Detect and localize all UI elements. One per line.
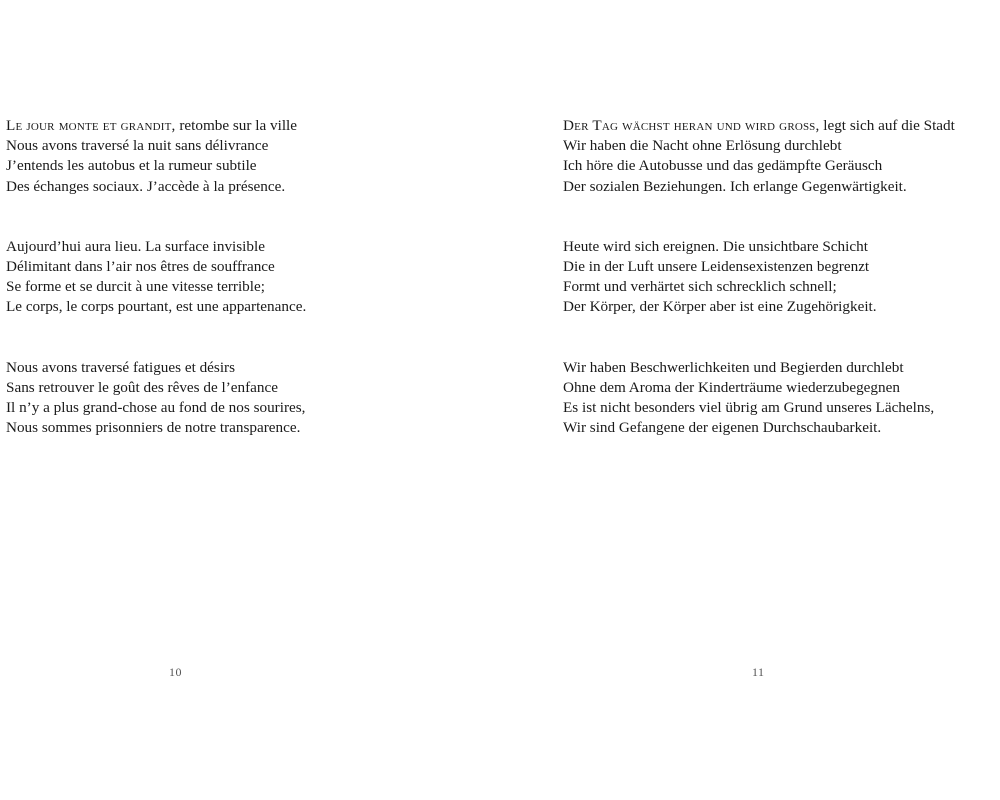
poem-line: Ich höre die Autobusse und das gedämpfte Geräusch bbox=[563, 157, 883, 175]
stanza-2 bbox=[6, 237, 306, 318]
poem-line: Délimitant dans l’air nos êtres de souffrance bbox=[6, 258, 275, 276]
poem-line: Die in der Luft unsere Leidensexistenzen begrenzt bbox=[563, 258, 870, 276]
poem-line: Des échanges sociaux. J’accède à la présence. bbox=[6, 177, 286, 195]
poem-line: Nous sommes prisonniers de notre transparence. bbox=[6, 419, 301, 437]
poem-line: Der sozialen Beziehungen. Ich erlange Gegenwärtigkeit. bbox=[563, 177, 907, 195]
poem-line: Es ist nicht besonders viel übrig am Grund unseres Lächelns, bbox=[563, 399, 935, 417]
right-page bbox=[500, 0, 1000, 800]
poem-line: Ohne dem Aroma der Kinderträume wiederzubegegnen bbox=[563, 378, 900, 396]
poem-line: Der Körper, der Körper aber ist eine Zugehörigkeit. bbox=[563, 298, 877, 316]
poem-german bbox=[563, 116, 955, 478]
poem-line bbox=[6, 116, 306, 136]
poem-line: Heute wird sich ereignen. Die unsichtbare Schicht bbox=[563, 237, 868, 255]
poem-line: Wir sind Gefangene der eigenen Durchschaubarkeit. bbox=[563, 419, 882, 437]
poem-line bbox=[563, 116, 955, 136]
opening-line-rest: retombe sur la ville bbox=[175, 117, 297, 134]
stanza-2 bbox=[563, 237, 955, 318]
opening-smallcaps: Der Tag wächst heran und wird groß, bbox=[563, 117, 820, 134]
poem-line: Wir haben die Nacht ohne Erlösung durchlebt bbox=[563, 137, 842, 155]
page-number: 11 bbox=[752, 665, 765, 679]
poem-line: Il n’y a plus grand-chose au fond de nos sourires, bbox=[6, 399, 306, 417]
poem-line: Formt und verhärtet sich schrecklich schnell; bbox=[563, 278, 837, 296]
page-number: 10 bbox=[169, 665, 182, 679]
stanza-3 bbox=[6, 358, 306, 439]
opening-smallcaps: Le jour monte et grandit, bbox=[6, 117, 176, 134]
stanza-1 bbox=[6, 116, 306, 197]
stanza-3 bbox=[563, 358, 955, 439]
poem-line: Se forme et se durcit à une vitesse terrible; bbox=[6, 278, 265, 296]
poem-line: Nous avons traversé la nuit sans délivrance bbox=[6, 137, 269, 155]
poem-line: J’entends les autobus et la rumeur subtile bbox=[6, 157, 257, 175]
poem-line: Wir haben Beschwerlichkeiten und Begierden durchlebt bbox=[563, 358, 904, 376]
poem-french bbox=[6, 116, 306, 478]
stanza-1 bbox=[563, 116, 955, 197]
poem-line: Aujourd’hui aura lieu. La surface invisible bbox=[6, 237, 265, 255]
poem-line: Sans retrouver le goût des rêves de l’enfance bbox=[6, 378, 278, 396]
opening-line-rest: legt sich auf die Stadt bbox=[819, 117, 955, 134]
poem-line: Nous avons traversé fatigues et désirs bbox=[6, 358, 236, 376]
poem-line: Le corps, le corps pourtant, est une appartenance. bbox=[6, 298, 307, 316]
